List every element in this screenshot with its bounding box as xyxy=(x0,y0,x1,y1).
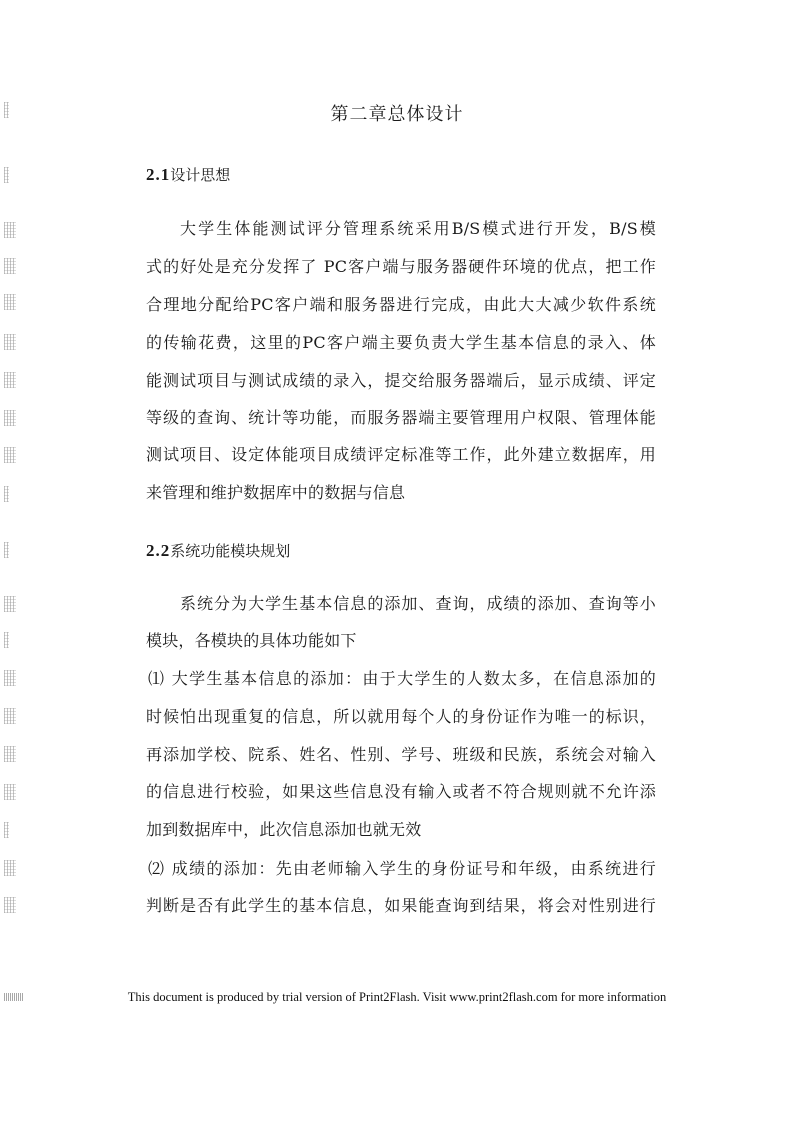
list-item-line: 判断是否有此学生的基本信息，如果能查询到结果，将会对性别进行 xyxy=(146,896,656,915)
margin-marker xyxy=(4,294,16,310)
section-title: 系统功能模块规划 xyxy=(170,542,291,560)
section-heading-2-1 xyxy=(146,164,230,185)
margin-marker xyxy=(4,784,16,800)
margin-marker xyxy=(4,596,16,612)
paragraph-line: 合理地分配给PC客户端和服务器进行完成，由此大大减少软件系统 xyxy=(146,295,656,314)
margin-marker xyxy=(4,746,16,762)
margin-marker xyxy=(4,670,16,686)
margin-marker xyxy=(4,822,9,838)
section-number: 2.1 xyxy=(146,165,171,184)
margin-marker xyxy=(4,486,9,502)
margin-marker xyxy=(4,860,16,876)
paragraph-line: 系统分为大学生基本信息的添加、查询，成绩的添加、查询等小 xyxy=(180,594,656,613)
section-title: 设计思想 xyxy=(170,166,231,184)
margin-marker xyxy=(4,102,9,118)
list-item-line: 加到数据库中，此次信息添加也就无效 xyxy=(146,820,422,839)
margin-marker xyxy=(4,167,9,183)
paragraph-line: 等级的查询、统计等功能，而服务器端主要管理用户权限、管理体能 xyxy=(146,408,656,427)
trial-footer-notice: This document is produced by trial version of Print2Flash. Visit www.print2flash.com for more information xyxy=(127,990,667,1004)
margin-marker xyxy=(4,334,16,350)
margin-marker xyxy=(4,447,16,463)
paragraph-line: 的传输花费，这里的PC客户端主要负责大学生基本信息的录入、体 xyxy=(146,333,656,352)
margin-marker xyxy=(4,372,16,388)
margin-marker xyxy=(4,708,16,724)
list-item-line: 的信息进行校验，如果这些信息没有输入或者不符合规则就不允许添 xyxy=(146,782,656,801)
margin-marker xyxy=(4,897,16,913)
paragraph-line: 大学生体能测试评分管理系统采用B/S模式进行开发，B/S模 xyxy=(180,219,656,238)
chapter-title: 第二章总体设计 xyxy=(330,104,464,125)
paragraph-line: 式的好处是充分发挥了 PC客户端与服务器硬件环境的优点，把工作 xyxy=(146,257,656,276)
list-item-line: 时候怕出现重复的信息，所以就用每个人的身份证作为唯一的标识， xyxy=(146,707,656,726)
margin-marker xyxy=(4,542,9,558)
margin-marker xyxy=(4,632,9,648)
paragraph-line: 测试项目、设定体能项目成绩评定标准等工作，此外建立数据库，用 xyxy=(146,445,656,464)
list-item-line: ⑵ 成绩的添加：先由老师输入学生的身份证号和年级，由系统进行 xyxy=(148,859,656,878)
paragraph-line: 模块，各模块的具体功能如下 xyxy=(146,631,357,650)
paragraph-line: 来管理和维护数据库中的数据与信息 xyxy=(146,483,406,502)
margin-marker xyxy=(4,410,16,426)
list-item-line: 再添加学校、院系、姓名、性别、学号、班级和民族，系统会对输入 xyxy=(146,745,656,764)
section-heading-2-2 xyxy=(146,540,290,561)
list-item-line: ⑴ 大学生基本信息的添加：由于大学生的人数太多，在信息添加的 xyxy=(148,669,656,688)
margin-marker xyxy=(4,222,16,238)
paragraph-line: 能测试项目与测试成绩的录入，提交给服务器端后，显示成绩、评定 xyxy=(146,371,656,390)
section-number: 2.2 xyxy=(146,541,171,560)
margin-marker xyxy=(4,258,16,274)
